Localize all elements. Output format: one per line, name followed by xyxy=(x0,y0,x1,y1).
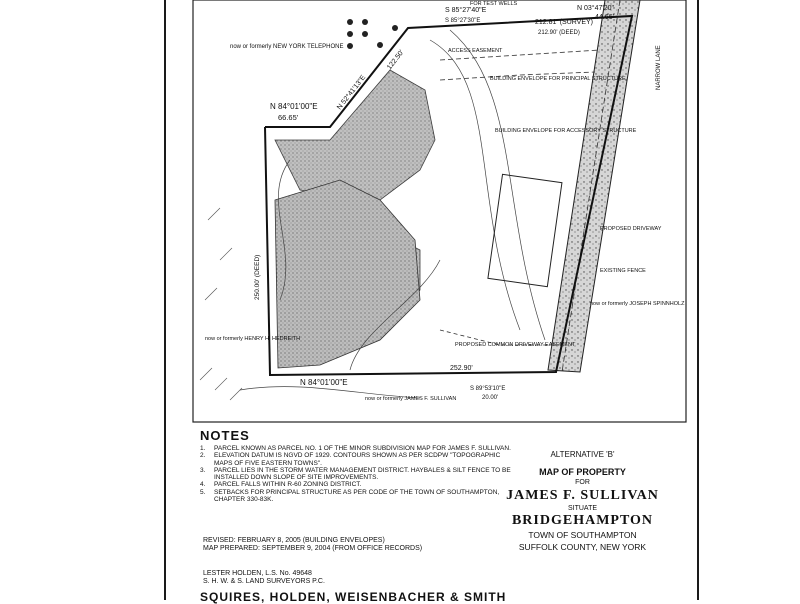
label-sullivan: now or formerly JAMES F. SULLIVAN xyxy=(365,396,457,402)
note-item xyxy=(200,467,520,482)
bearing-br: S 89°53'10"E xyxy=(470,386,506,392)
revised-date: REVISED: FEBRUARY 8, 2005 (BUILDING ENVELOPES) xyxy=(203,537,385,544)
note-item xyxy=(200,452,520,467)
notes-section xyxy=(200,428,520,503)
dist-survey: 212.81' (SURVEY) xyxy=(535,19,594,26)
notes-list xyxy=(200,445,520,503)
surveyor-firm: SQUIRES, HOLDEN, WEISENBACHER & SMITH xyxy=(200,590,507,604)
label-common-drive: PROPOSED COMMON DRIVEWAY EASEMENT xyxy=(455,342,576,348)
label-envelope-accessory: BUILDING ENVELOPE FOR ACCESSORY STRUCTURE xyxy=(495,128,637,134)
bearing-bottom: N 84°01'00"E xyxy=(300,378,348,387)
label-envelope-principal: BUILDING ENVELOPE FOR PRINCIPAL STRUCTURE xyxy=(490,76,626,82)
bearing-ne: N 03°47'20" xyxy=(577,5,614,12)
note-item xyxy=(200,445,520,452)
note-text: PARCEL LIES IN THE STORM WATER MANAGEMENT DISTRICT. HAYBALES & SILT FENCE TO BE INSTALLED DOWN SLOPE OF SITE IMPROVEMENTS. xyxy=(214,466,511,482)
note-number: 5. xyxy=(200,488,206,496)
tree-markers xyxy=(347,19,398,49)
note-item xyxy=(200,489,520,504)
place-name: BRIDGEHAMPTON xyxy=(511,513,654,528)
label-access: ACCESS EASEMENT xyxy=(448,48,503,54)
bearing-diagonal: N 52°41'13"E xyxy=(336,74,368,112)
dist-left-side: 250.00' (DEED) xyxy=(254,254,261,300)
surveyor-info xyxy=(203,570,325,586)
dist-bottom: 252.90' xyxy=(450,365,473,372)
note-item xyxy=(200,481,520,488)
label-driveway: PROPOSED DRIVEWAY xyxy=(600,226,662,232)
label-spinnholz: now or formerly JOSEPH SPINNHOLZ xyxy=(590,301,685,307)
note-text: SETBACKS FOR PRINCIPAL STRUCTURE AS PER CODE OF THE TOWN OF SOUTHAMPTON, CHAPTER 330-83K. xyxy=(214,488,500,504)
title-block xyxy=(490,450,675,552)
accessory-envelope xyxy=(488,174,562,286)
notes-title: NOTES xyxy=(200,428,250,443)
neighbor-hatch xyxy=(200,208,242,400)
label-hedges: now or formerly HENRY H. HEDREITH xyxy=(205,336,301,342)
for-label: FOR xyxy=(575,479,590,486)
label-fence: EXISTING FENCE xyxy=(600,268,646,274)
situate-label: SITUATE xyxy=(567,505,598,512)
label-test-wells: FOR TEST WELLS xyxy=(470,1,518,7)
surveyor-company: S. H. W. & S. LAND SURVEYORS P.C. xyxy=(203,578,325,585)
contour-line xyxy=(430,40,520,330)
dist-br: 20.00' xyxy=(482,395,499,401)
note-text: ELEVATION DATUM IS NGVD OF 1929. CONTOURS SHOWN AS PER SCDPW "TOPOGRAPHIC MAPS OF FIVE EASTERN TOWNS". xyxy=(214,452,501,467)
bearing-top-2: S 85°27'30"E xyxy=(445,18,481,24)
surveyor-name: LESTER HOLDEN, L.S. No. 49648 xyxy=(203,570,312,577)
note-text: PARCEL KNOWN AS PARCEL NO. 1 OF THE MINOR SUBDIVISION MAP FOR JAMES F. SULLIVAN. xyxy=(214,445,511,452)
bearing-top: S 85°27'40"E xyxy=(445,7,487,14)
label-road: NARROW LANE xyxy=(656,45,662,90)
dist-deed: 212.90' (DEED) xyxy=(538,30,580,36)
note-number: 3. xyxy=(200,466,206,474)
owner-name: JAMES F. SULLIVAN xyxy=(506,488,659,503)
note-text: PARCEL FALLS WITHIN R-60 ZONING DISTRICT. xyxy=(214,481,362,489)
revision-dates xyxy=(203,537,422,553)
dist-diagonal: 122.50' xyxy=(386,48,406,72)
bearing-left-top: N 84°01'00"E xyxy=(270,102,318,111)
town-name: TOWN OF SOUTHAMPTON xyxy=(528,530,637,540)
label-telephone: now or formerly NEW YORK TELEPHONE xyxy=(230,44,344,50)
dist-ne: 44.66' xyxy=(595,14,614,21)
note-number: 1. xyxy=(200,445,206,452)
prepared-date: MAP PREPARED: SEPTEMBER 9, 2004 (FROM OFFICE RECORDS) xyxy=(203,545,423,552)
note-number: 2. xyxy=(200,452,206,460)
county-name: SUFFOLK COUNTY, NEW YORK xyxy=(518,542,647,552)
map-of-property: MAP OF PROPERTY xyxy=(539,467,626,477)
note-number: 4. xyxy=(200,481,206,489)
dist-left-top: 66.65' xyxy=(278,113,299,122)
alternative-label: ALTERNATIVE 'B' xyxy=(550,450,615,459)
